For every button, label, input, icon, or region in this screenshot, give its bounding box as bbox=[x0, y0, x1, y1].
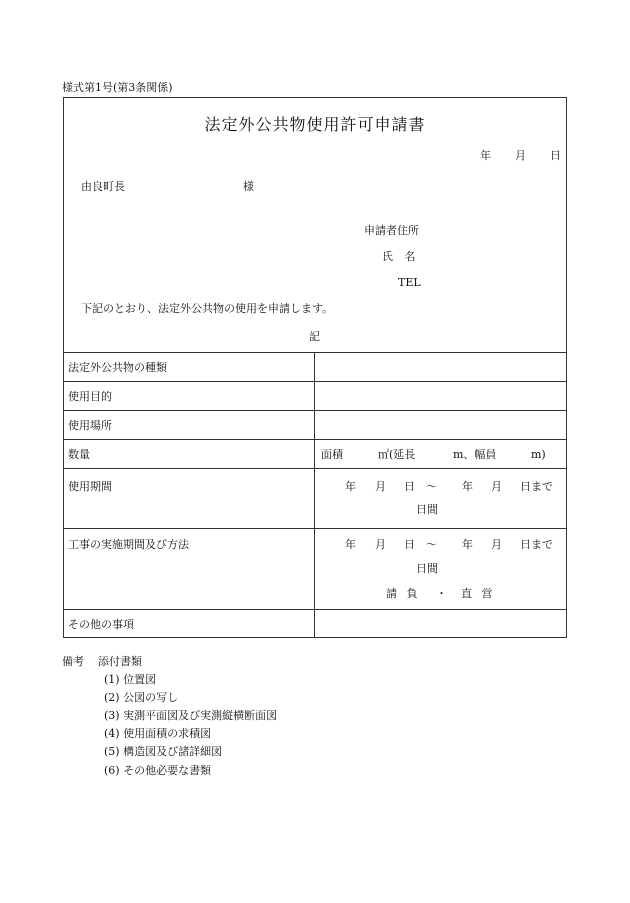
construction-start-month: 月 bbox=[375, 538, 386, 551]
construction-start-day: 日 bbox=[404, 538, 415, 551]
construction-end-month: 月 bbox=[491, 538, 502, 551]
applicant-name-label: 氏 名 bbox=[382, 250, 416, 263]
construction-start-year: 年 bbox=[345, 538, 356, 551]
notes-heading: 備考 bbox=[62, 655, 84, 668]
period-end-month: 月 bbox=[491, 480, 502, 493]
construction-until: 日まで bbox=[520, 538, 553, 551]
date-year-label: 年 bbox=[480, 149, 491, 162]
applicant-address-label: 申請者住所 bbox=[364, 224, 419, 237]
note-item: (1) 位置図 bbox=[104, 673, 157, 686]
addressee-mayor: 由良町長 bbox=[81, 180, 125, 193]
table-line bbox=[63, 352, 567, 353]
width-label: m、幅員 bbox=[453, 448, 497, 461]
form-title: 法定外公共物使用許可申請書 bbox=[204, 115, 426, 134]
date-day-label: 日 bbox=[550, 149, 561, 162]
period-until: 日まで bbox=[520, 480, 553, 493]
table-line bbox=[63, 528, 567, 529]
note-item: (5) 構造図及び諸詳細図 bbox=[104, 745, 223, 758]
row-label-quantity: 数量 bbox=[68, 448, 90, 461]
row-label-period: 使用期間 bbox=[68, 480, 112, 493]
period-end-year: 年 bbox=[462, 480, 473, 493]
length-label: (延長 bbox=[389, 448, 416, 461]
construction-days: 日間 bbox=[416, 562, 438, 575]
period-days: 日間 bbox=[416, 503, 438, 516]
form-number-label: 様式第1号(第3条関係) bbox=[62, 81, 173, 94]
area-label: 面積 bbox=[321, 448, 343, 461]
row-label-construction: 工事の実施期間及び方法 bbox=[68, 538, 189, 551]
method-separator: ・ bbox=[436, 587, 447, 600]
period-start-year: 年 bbox=[345, 480, 356, 493]
row-label-purpose: 使用目的 bbox=[68, 390, 112, 403]
table-line bbox=[63, 468, 567, 469]
period-tilde: ～ bbox=[426, 480, 437, 493]
addressee-honorific: 様 bbox=[243, 180, 254, 193]
applicant-tel-label: TEL bbox=[398, 276, 421, 289]
table-line bbox=[63, 410, 567, 411]
row-label-other: その他の事項 bbox=[68, 618, 134, 631]
table-line bbox=[63, 439, 567, 440]
note-item: (3) 実測平面図及び実測縦横断面図 bbox=[104, 709, 278, 722]
ki-label: 記 bbox=[309, 330, 320, 343]
application-statement: 下記のとおり、法定外公共物の使用を申請します。 bbox=[81, 302, 334, 315]
method-chokuei: 直 営 bbox=[461, 587, 493, 600]
period-start-month: 月 bbox=[375, 480, 386, 493]
construction-end-year: 年 bbox=[462, 538, 473, 551]
table-line bbox=[63, 381, 567, 382]
row-label-place: 使用場所 bbox=[68, 419, 112, 432]
table-column-divider bbox=[314, 352, 315, 638]
meter-unit: m) bbox=[531, 448, 546, 461]
note-item: (2) 公図の写し bbox=[104, 691, 179, 704]
construction-tilde: ～ bbox=[426, 538, 437, 551]
notes-attachments-heading: 添付書類 bbox=[98, 655, 142, 668]
method-ukeoi: 請 負 bbox=[386, 587, 418, 600]
row-label-type: 法定外公共物の種類 bbox=[68, 361, 167, 374]
sqm-unit: ㎡ bbox=[378, 448, 389, 461]
date-month-label: 月 bbox=[515, 149, 526, 162]
period-start-day: 日 bbox=[404, 480, 415, 493]
note-item: (4) 使用面積の求積図 bbox=[104, 727, 212, 740]
table-line bbox=[63, 609, 567, 610]
note-item: (6) その他必要な書類 bbox=[104, 764, 212, 777]
